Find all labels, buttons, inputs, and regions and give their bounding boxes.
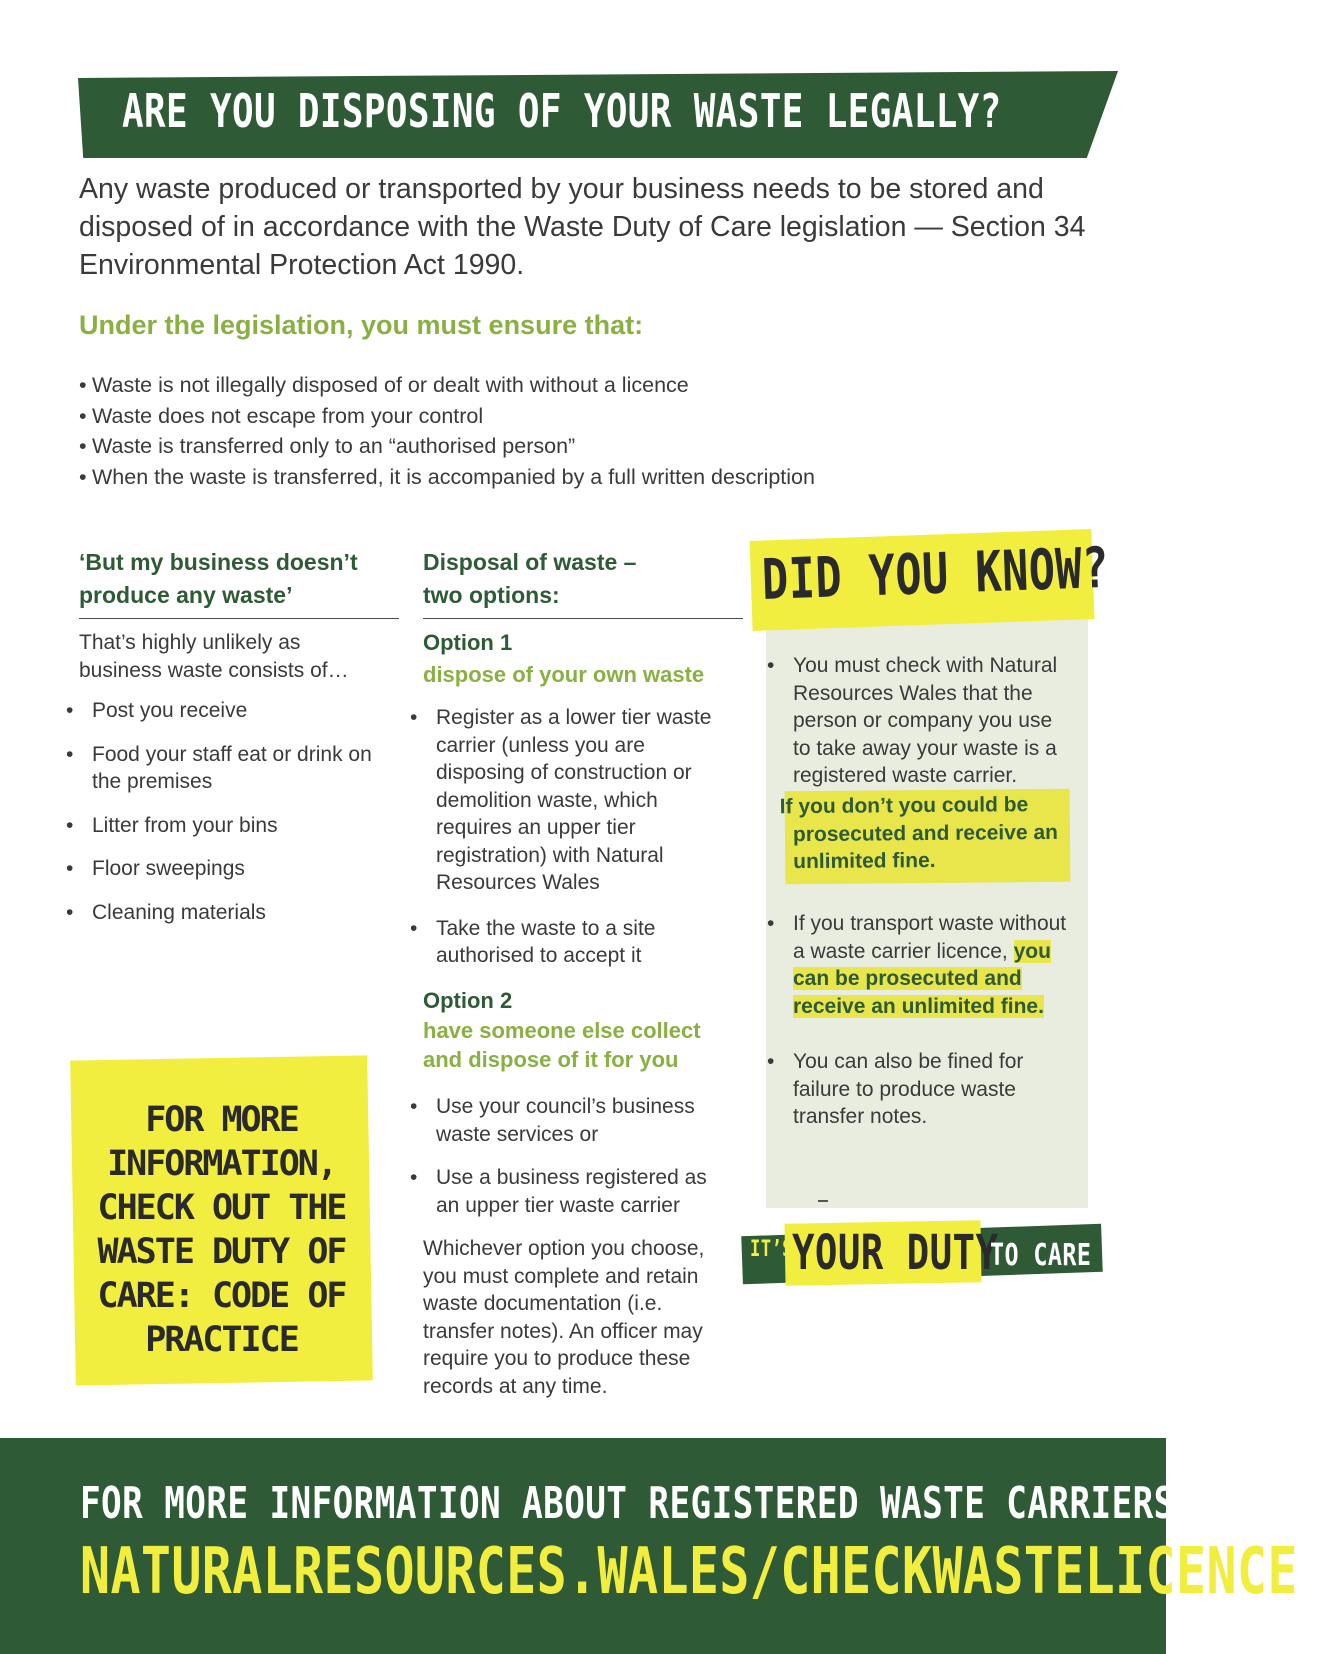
option2-subtitle: have someone else collect and dispose of it for you	[423, 1018, 701, 1072]
list-item: • Take the waste to a site authorised to accept it	[410, 916, 656, 967]
warning-highlight: you can be prosecuted and receive an unlimited fine.	[793, 939, 1051, 1018]
option1-subtitle: dispose of your own waste	[423, 662, 705, 687]
list-item: • Waste is transferred only to an “authorised person”	[79, 434, 576, 458]
more-info-sticker-text: FOR MORE INFORMATION, CHECK OUT THE WASTE DUTY OF CARE: CODE OF PRACTICE	[97, 1100, 346, 1360]
col1-list	[66, 697, 379, 942]
list-item: • Use your council’s business waste services or	[410, 1095, 695, 1146]
list-item: • If you transport waste without a waste carrier licence, you can be prosecuted and receive an unlimited fine.	[767, 912, 1067, 1018]
list-item: • Use a business registered as an upper tier waste carrier	[410, 1166, 707, 1217]
list-item: • Waste is not illegally disposed of or dealt with without a licence	[79, 373, 689, 397]
legislation-heading: Under the legislation, you must ensure that:	[79, 310, 644, 340]
did-you-know-label: DID YOU KNOW?	[760, 535, 1110, 613]
page-title: ARE YOU DISPOSING OF YOUR WASTE LEGALLY?	[122, 84, 1002, 138]
divider	[818, 1200, 828, 1202]
did-you-know-list	[767, 652, 1070, 1159]
duty-badge-its: IT’S	[750, 1237, 793, 1262]
list-item: • Waste does not escape from your control	[79, 403, 484, 428]
col2-heading: Disposal of waste – two options:	[423, 546, 743, 619]
option2-list	[410, 1093, 733, 1235]
list-item: • Cleaning materials	[66, 900, 266, 924]
list-item: • Floor sweepings	[66, 857, 245, 880]
list-item: • Food your staff eat or drink on the premises	[66, 742, 372, 793]
warning-highlight: If you don’t you could be prosecuted and receive an unlimited fine.	[785, 788, 1071, 883]
list-item: • Register as a lower tier waste carrier (unless you are disposing of construction or demolition waste, which requires an upper tier registration) with Natural Resources Wales	[410, 706, 712, 894]
footer-link[interactable]: NATURALRESOURCES.WALES/CHECKWASTELICENCE	[80, 1535, 1298, 1609]
option1-title: Option 1	[423, 630, 513, 655]
list-item: • Post you receive	[66, 699, 248, 722]
intro-paragraph: Any waste produced or transported by your business needs to be stored and disposed of in accordance with the Waste Duty of Care legislation — Section 34 Environmental Protection Act 1990.	[79, 173, 1086, 281]
option2-title: Option 2	[423, 988, 513, 1013]
list-item: • Litter from your bins	[66, 813, 278, 837]
col2-closing: Whichever option you choose, you must complete and retain waste documentation (i.e. transfer notes). An officer may require you to produce these records at any time.	[423, 1237, 705, 1398]
duty-badge-care: TO CARE	[990, 1238, 1092, 1273]
legislation-list	[79, 370, 815, 492]
col1-heading: ‘But my business doesn’t produce any waste’	[79, 546, 399, 619]
col1-intro: That’s highly unlikely as business waste consists of…	[79, 631, 349, 682]
list-item: • You must check with Natural Resources Wales that the person or company you use to take away your waste is a registered waste carrier. If you don’t you could be prosecuted and receive an unlimited fine.	[780, 652, 1070, 882]
option1-list	[410, 704, 733, 988]
list-item: • When the waste is transferred, it is accompanied by a full written description	[79, 464, 815, 489]
list-item: • You can also be fined for failure to produce waste transfer notes.	[767, 1050, 1024, 1128]
footer-text: FOR MORE INFORMATION ABOUT REGISTERED WASTE CARRIERS, GO TO	[80, 1478, 1322, 1529]
duty-badge-main: YOUR DUTY	[792, 1225, 999, 1281]
